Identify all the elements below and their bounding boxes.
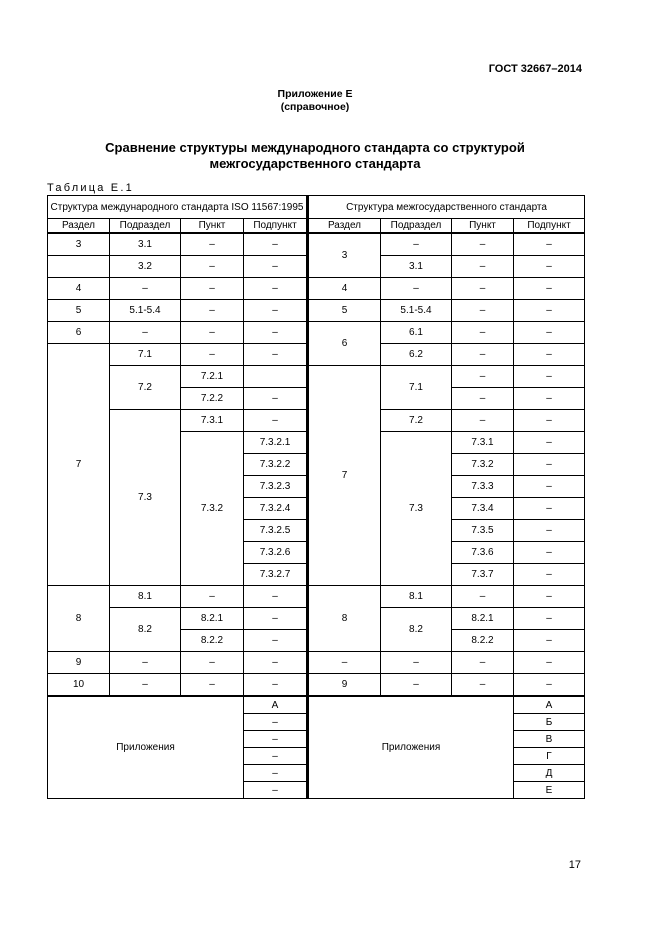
table-cell: 9 (308, 674, 381, 697)
table-cell: 8.2.1 (181, 608, 244, 630)
table-cell: 7.3 (381, 432, 452, 586)
table-cell: 7.2.1 (181, 366, 244, 388)
table-cell: 7.3.2.6 (244, 542, 308, 564)
table-cell: – (514, 674, 585, 697)
table-row (48, 278, 585, 300)
table-cell: Д (514, 765, 585, 782)
table-cell: 5 (48, 300, 110, 322)
table-row (48, 652, 585, 674)
table-row (48, 300, 585, 322)
table-cell: – (244, 630, 308, 652)
comparison-table (47, 195, 585, 799)
table-cell: 7.2.2 (181, 388, 244, 410)
table-cell: – (514, 630, 585, 652)
table-cell: – (181, 586, 244, 608)
table-cell: 3.2 (110, 256, 181, 278)
table-cell: 8 (308, 586, 381, 652)
table-cell: 5 (308, 300, 381, 322)
table-cell: В (514, 731, 585, 748)
table-cell: – (514, 498, 585, 520)
table-cell: – (452, 652, 514, 674)
table-cell: – (244, 608, 308, 630)
table-cell: 7.2 (110, 366, 181, 410)
table-cell: 8.2 (110, 608, 181, 652)
table-cell: 3 (48, 233, 110, 256)
table-cell: – (110, 674, 181, 697)
table-cell: 7.3.2.3 (244, 476, 308, 498)
table-cell: 8.2.2 (181, 630, 244, 652)
table-cell: 5.1-5.4 (110, 300, 181, 322)
table-cell: – (514, 388, 585, 410)
table-cell: 3.1 (381, 256, 452, 278)
table-cell: Е (514, 782, 585, 799)
table-cell: – (181, 652, 244, 674)
appendices-label-left: Приложения (48, 696, 244, 799)
table-cell: – (381, 233, 452, 256)
table-cell: 7.3.2 (452, 454, 514, 476)
table-cell: 7.2 (381, 410, 452, 432)
column-header: Раздел (308, 219, 381, 234)
table-cell: – (244, 674, 308, 697)
table-cell: – (514, 476, 585, 498)
table-cell: – (514, 454, 585, 476)
table-cell: – (514, 256, 585, 278)
table-cell: – (244, 782, 308, 799)
table-row (48, 322, 585, 344)
table-cell: 7.3.7 (452, 564, 514, 586)
table-cell: 7.3.2 (181, 432, 244, 586)
table-cell: 7 (48, 344, 110, 586)
table-cell: – (452, 410, 514, 432)
table-cell: 6.2 (381, 344, 452, 366)
document-code: ГОСТ 32667–2014 (488, 63, 582, 75)
table-cell: – (381, 278, 452, 300)
table-cell: – (452, 366, 514, 388)
table-cell: – (514, 608, 585, 630)
table-cell: – (181, 278, 244, 300)
table-cell: 4 (308, 278, 381, 300)
column-header: Пункт (452, 219, 514, 234)
table-cell: – (452, 322, 514, 344)
table-row (48, 674, 585, 697)
table-cell: – (244, 731, 308, 748)
table-cell: – (514, 366, 585, 388)
table-cell: – (452, 344, 514, 366)
table-cell: – (244, 233, 308, 256)
table-cell: – (181, 674, 244, 697)
column-header: Раздел (48, 219, 110, 234)
table-cell: – (181, 300, 244, 322)
table-cell: – (308, 652, 381, 674)
table-cell: 7.3.3 (452, 476, 514, 498)
table-cell: – (514, 300, 585, 322)
table-cell: – (452, 256, 514, 278)
appendix-subtitle: (справочное) (280, 101, 350, 113)
table-cell: – (514, 278, 585, 300)
column-header: Подраздел (110, 219, 181, 234)
table-cell: 8.1 (110, 586, 181, 608)
table-cell: – (244, 344, 308, 366)
group-header-left: Структура международного стандарта ISO 11567:1995 (48, 196, 308, 219)
table-cell: 8.2.1 (452, 608, 514, 630)
table-cell: 6 (308, 322, 381, 366)
title-line-2: межгосударственного стандарта (209, 156, 421, 171)
table-cell: 5.1-5.4 (381, 300, 452, 322)
table-cell: – (244, 765, 308, 782)
table-cell: – (381, 652, 452, 674)
table-cell: 7.3.1 (181, 410, 244, 432)
table-cell: 7.3.5 (452, 520, 514, 542)
table-cell: – (244, 256, 308, 278)
title-line-1: Сравнение структуры международного стандарта со структурой (105, 140, 525, 155)
table-cell: – (452, 233, 514, 256)
table-cell: – (452, 388, 514, 410)
table-cell: 3 (308, 233, 381, 278)
table-cell: – (514, 586, 585, 608)
table-cell: – (514, 542, 585, 564)
table-cell: – (244, 748, 308, 765)
column-header-row (48, 219, 585, 234)
table-cell (48, 256, 110, 278)
document-title (0, 140, 630, 172)
column-header: Подпункт (514, 219, 585, 234)
table-cell: Б (514, 714, 585, 731)
table-cell: – (452, 674, 514, 697)
group-header-right: Структура межгосударственного стандарта (308, 196, 585, 219)
table-cell: 8.1 (381, 586, 452, 608)
table-cell: 7 (308, 366, 381, 586)
table-cell: Г (514, 748, 585, 765)
table-cell: 7.3.4 (452, 498, 514, 520)
table-cell: 7.3.6 (452, 542, 514, 564)
table-caption: Таблица Е.1 (47, 182, 134, 194)
table-cell: – (244, 410, 308, 432)
table-cell: – (244, 714, 308, 731)
table-cell: – (381, 674, 452, 697)
table-cell: – (514, 344, 585, 366)
table-cell: 7.3.2.1 (244, 432, 308, 454)
table-cell: – (514, 322, 585, 344)
table-cell: – (181, 233, 244, 256)
table-cell: – (514, 410, 585, 432)
table-cell (244, 366, 308, 388)
table-cell: – (514, 432, 585, 454)
column-header: Подпункт (244, 219, 308, 234)
appendix-row (48, 696, 585, 714)
table-cell: 3.1 (110, 233, 181, 256)
table-cell: 6 (48, 322, 110, 344)
appendix-heading (0, 88, 630, 114)
table-cell: – (181, 256, 244, 278)
column-header: Пункт (181, 219, 244, 234)
table-cell: 7.3.2.2 (244, 454, 308, 476)
table-cell: – (514, 652, 585, 674)
table-row (48, 366, 585, 388)
table-cell: – (452, 300, 514, 322)
table-row (48, 233, 585, 256)
group-header-row (48, 196, 585, 219)
table-cell: – (244, 388, 308, 410)
page-number: 17 (568, 859, 581, 871)
table-cell: А (514, 696, 585, 714)
table-row (48, 586, 585, 608)
table-cell: – (244, 278, 308, 300)
table-cell: – (514, 233, 585, 256)
table-cell: – (452, 278, 514, 300)
table-cell: 7.3.2.7 (244, 564, 308, 586)
table-cell: – (110, 322, 181, 344)
appendices-label-right: Приложения (308, 696, 514, 799)
table-cell: – (244, 652, 308, 674)
table-cell: – (181, 344, 244, 366)
table-cell: – (110, 278, 181, 300)
table-cell: 4 (48, 278, 110, 300)
table-cell: 10 (48, 674, 110, 697)
table-cell: 7.3 (110, 410, 181, 586)
table-cell: 9 (48, 652, 110, 674)
table-cell: А (244, 696, 308, 714)
table-cell: 8.2.2 (452, 630, 514, 652)
table-cell: 6.1 (381, 322, 452, 344)
table-cell: – (181, 322, 244, 344)
table-cell: – (244, 322, 308, 344)
table-cell: – (514, 564, 585, 586)
table-cell: 7.3.1 (452, 432, 514, 454)
table-cell: – (110, 652, 181, 674)
column-header: Подраздел (381, 219, 452, 234)
table-cell: – (452, 586, 514, 608)
appendix-title: Приложение Е (277, 88, 353, 100)
table-cell: 8 (48, 586, 110, 652)
table-cell: 7.1 (381, 366, 452, 410)
table-cell: 8.2 (381, 608, 452, 652)
table-cell: 7.3.2.4 (244, 498, 308, 520)
table-cell: 7.3.2.5 (244, 520, 308, 542)
table-cell: – (244, 300, 308, 322)
table-cell: – (514, 520, 585, 542)
table-cell: 7.1 (110, 344, 181, 366)
table-cell: – (244, 586, 308, 608)
